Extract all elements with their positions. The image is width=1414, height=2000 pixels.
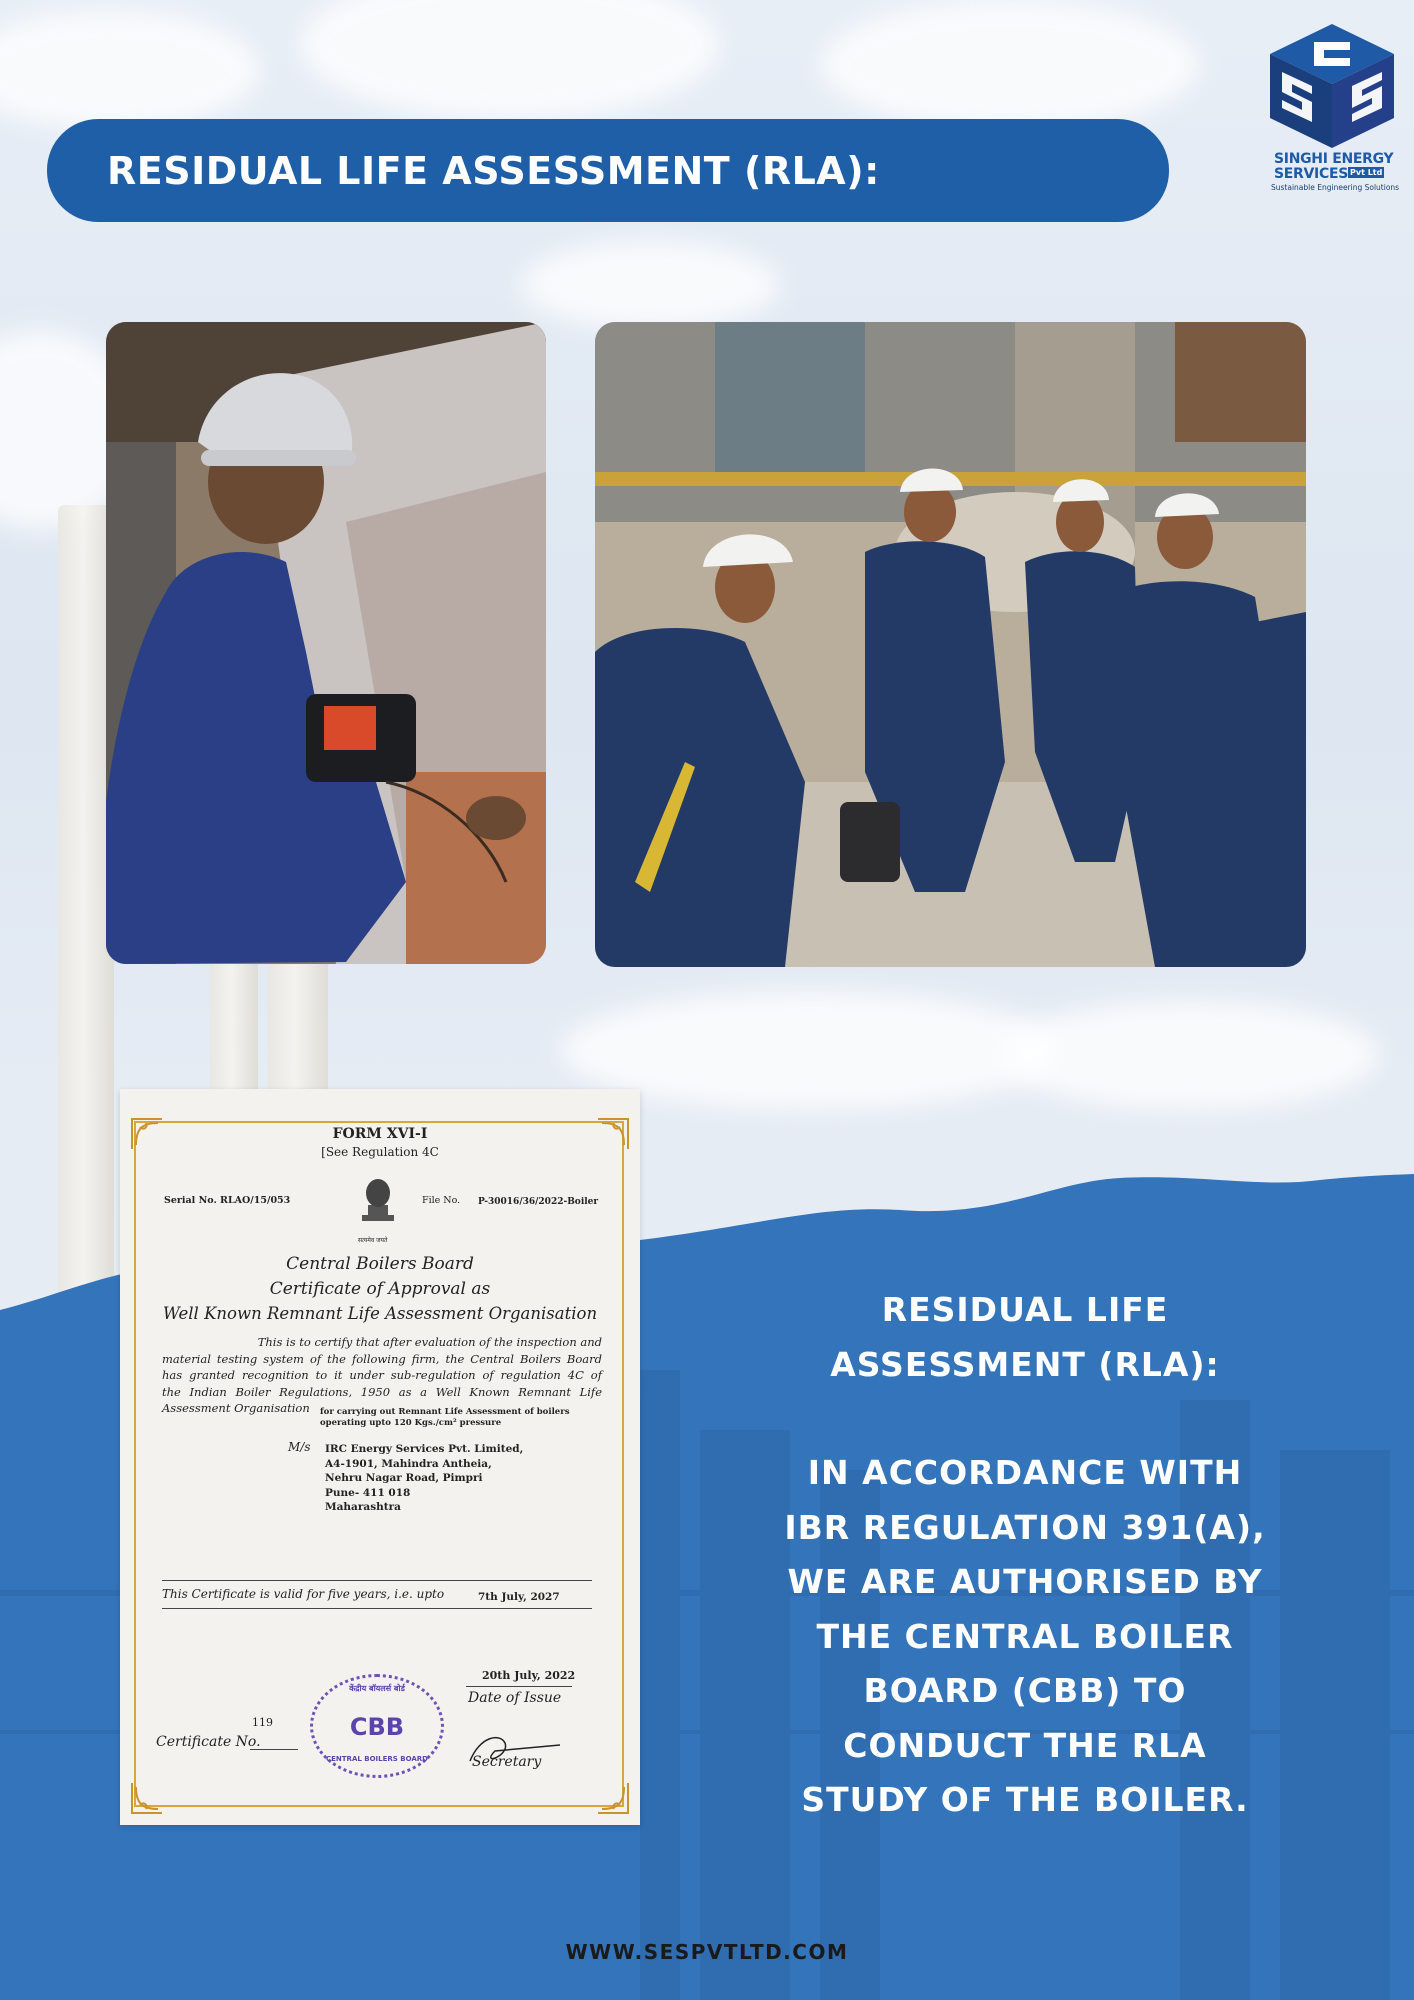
team-in-plant-photo bbox=[595, 322, 1306, 967]
certificate-scope-line2: operating upto 120 Kgs./cm² pressure bbox=[320, 1418, 502, 1428]
certificate-subtitle: Well Known Remnant Life Assessment Organisation bbox=[162, 1304, 598, 1323]
ses-cube-logo-icon bbox=[1262, 22, 1402, 150]
logo-pvt-badge: Pvt Ltd bbox=[1350, 168, 1383, 177]
certificate-regulation: [See Regulation 4C bbox=[321, 1145, 439, 1159]
logo-name-line2: SERVICES bbox=[1274, 166, 1348, 182]
logo-name-line1: SINGHI ENERGY bbox=[1274, 151, 1394, 167]
rla-body-line: WE ARE AUTHORISED BY bbox=[787, 1562, 1263, 1601]
certificate-divider bbox=[162, 1580, 592, 1581]
certificate-scope-line1: for carrying out Remnant Life Assessment of boilers bbox=[320, 1407, 570, 1417]
issue-date-underline bbox=[466, 1686, 572, 1687]
certificate-number: 119 bbox=[252, 1716, 273, 1729]
cbb-certificate-image bbox=[120, 1089, 640, 1825]
page-title: RESIDUAL LIFE ASSESSMENT (RLA): bbox=[107, 148, 880, 193]
certificate-issue-label: Date of Issue bbox=[468, 1690, 562, 1706]
certificate-body bbox=[162, 1334, 602, 1417]
certificate-body-line: This is to certify that after evaluation of the inspection and bbox=[257, 1335, 602, 1349]
certificate-file-label: File No. bbox=[422, 1195, 461, 1206]
address-line: Pune- 411 018 bbox=[325, 1486, 411, 1499]
certificate-board-name: Central Boilers Board bbox=[286, 1254, 474, 1274]
rla-body-line: IN ACCORDANCE WITH bbox=[807, 1453, 1243, 1492]
emblem-caption: सत्यमेव जयते bbox=[358, 1237, 388, 1244]
address-line: Nehru Nagar Road, Pimpri bbox=[325, 1472, 483, 1484]
rla-body-line: CONDUCT THE RLA bbox=[843, 1725, 1207, 1765]
ornament-corner-icon bbox=[596, 1781, 630, 1815]
certificate-body-line: has granted recognition to it under sub-regulation of regulation 4C of bbox=[162, 1368, 602, 1382]
website-link[interactable]: WWW.SESPVTLTD.COM bbox=[565, 1940, 849, 1964]
certificate-title: Certificate of Approval as bbox=[269, 1279, 491, 1299]
certificate-form-number: FORM XVI-I bbox=[332, 1126, 428, 1142]
certificate-body-line: the Indian Boiler Regulations, 1950 as a Well Known Remnant Life bbox=[162, 1384, 602, 1399]
page-title-bar bbox=[47, 119, 1169, 222]
rla-body-line: IBR REGULATION 391(A), bbox=[784, 1507, 1266, 1547]
address-line: A4-1901, Mahindra Antheia, bbox=[325, 1457, 492, 1470]
certificate-body-line: material testing system of the following firm, the Central Boilers Board bbox=[162, 1351, 602, 1366]
stamp-text: CBB bbox=[349, 1713, 405, 1741]
certificate-address bbox=[325, 1442, 523, 1515]
certificate-validity-date: 7th July, 2027 bbox=[478, 1591, 560, 1603]
certificate-number-underline bbox=[250, 1749, 298, 1750]
certificate-signatory: Secretary bbox=[472, 1754, 542, 1770]
certificate-number-label: Certificate No. bbox=[156, 1734, 261, 1750]
ornament-corner-icon bbox=[130, 1781, 164, 1815]
certificate-body-line: Assessment Organisation bbox=[162, 1401, 310, 1415]
certificate-validity-text: This Certificate is valid for five years, i.e. upto bbox=[162, 1587, 445, 1601]
cbb-seal-stamp bbox=[310, 1674, 444, 1778]
certificate-serial: Serial No. RLAO/15/053 bbox=[164, 1195, 291, 1206]
stamp-ring-top: केंद्रीय बॉयलर्स बोर्ड bbox=[349, 1684, 405, 1693]
rla-heading-line: RESIDUAL LIFE bbox=[881, 1290, 1169, 1329]
national-emblem-icon bbox=[356, 1175, 400, 1235]
certificate-ms-label: M/s bbox=[288, 1440, 311, 1454]
address-line: IRC Energy Services Pvt. Limited, bbox=[325, 1443, 524, 1455]
rla-statement bbox=[740, 1283, 1310, 1828]
rla-body-line: STUDY OF THE BOILER. bbox=[801, 1780, 1249, 1819]
rla-heading-line: ASSESSMENT (RLA): bbox=[830, 1344, 1220, 1384]
certificate-divider bbox=[162, 1608, 592, 1609]
company-logo bbox=[1262, 22, 1402, 192]
technician-ultrasonic-testing-photo bbox=[106, 322, 546, 964]
logo-tagline: Sustainable Engineering Solutions bbox=[1271, 183, 1400, 192]
rla-body-line: THE CENTRAL BOILER bbox=[816, 1616, 1234, 1656]
certificate-issue-date: 20th July, 2022 bbox=[482, 1669, 576, 1682]
address-line: Maharashtra bbox=[325, 1501, 401, 1513]
rla-body-line: BOARD (CBB) TO bbox=[863, 1671, 1187, 1710]
certificate-file-number: P-30016/36/2022-Boiler bbox=[478, 1197, 599, 1207]
stamp-ring-bottom: CENTRAL BOILERS BOARD bbox=[326, 1755, 428, 1763]
